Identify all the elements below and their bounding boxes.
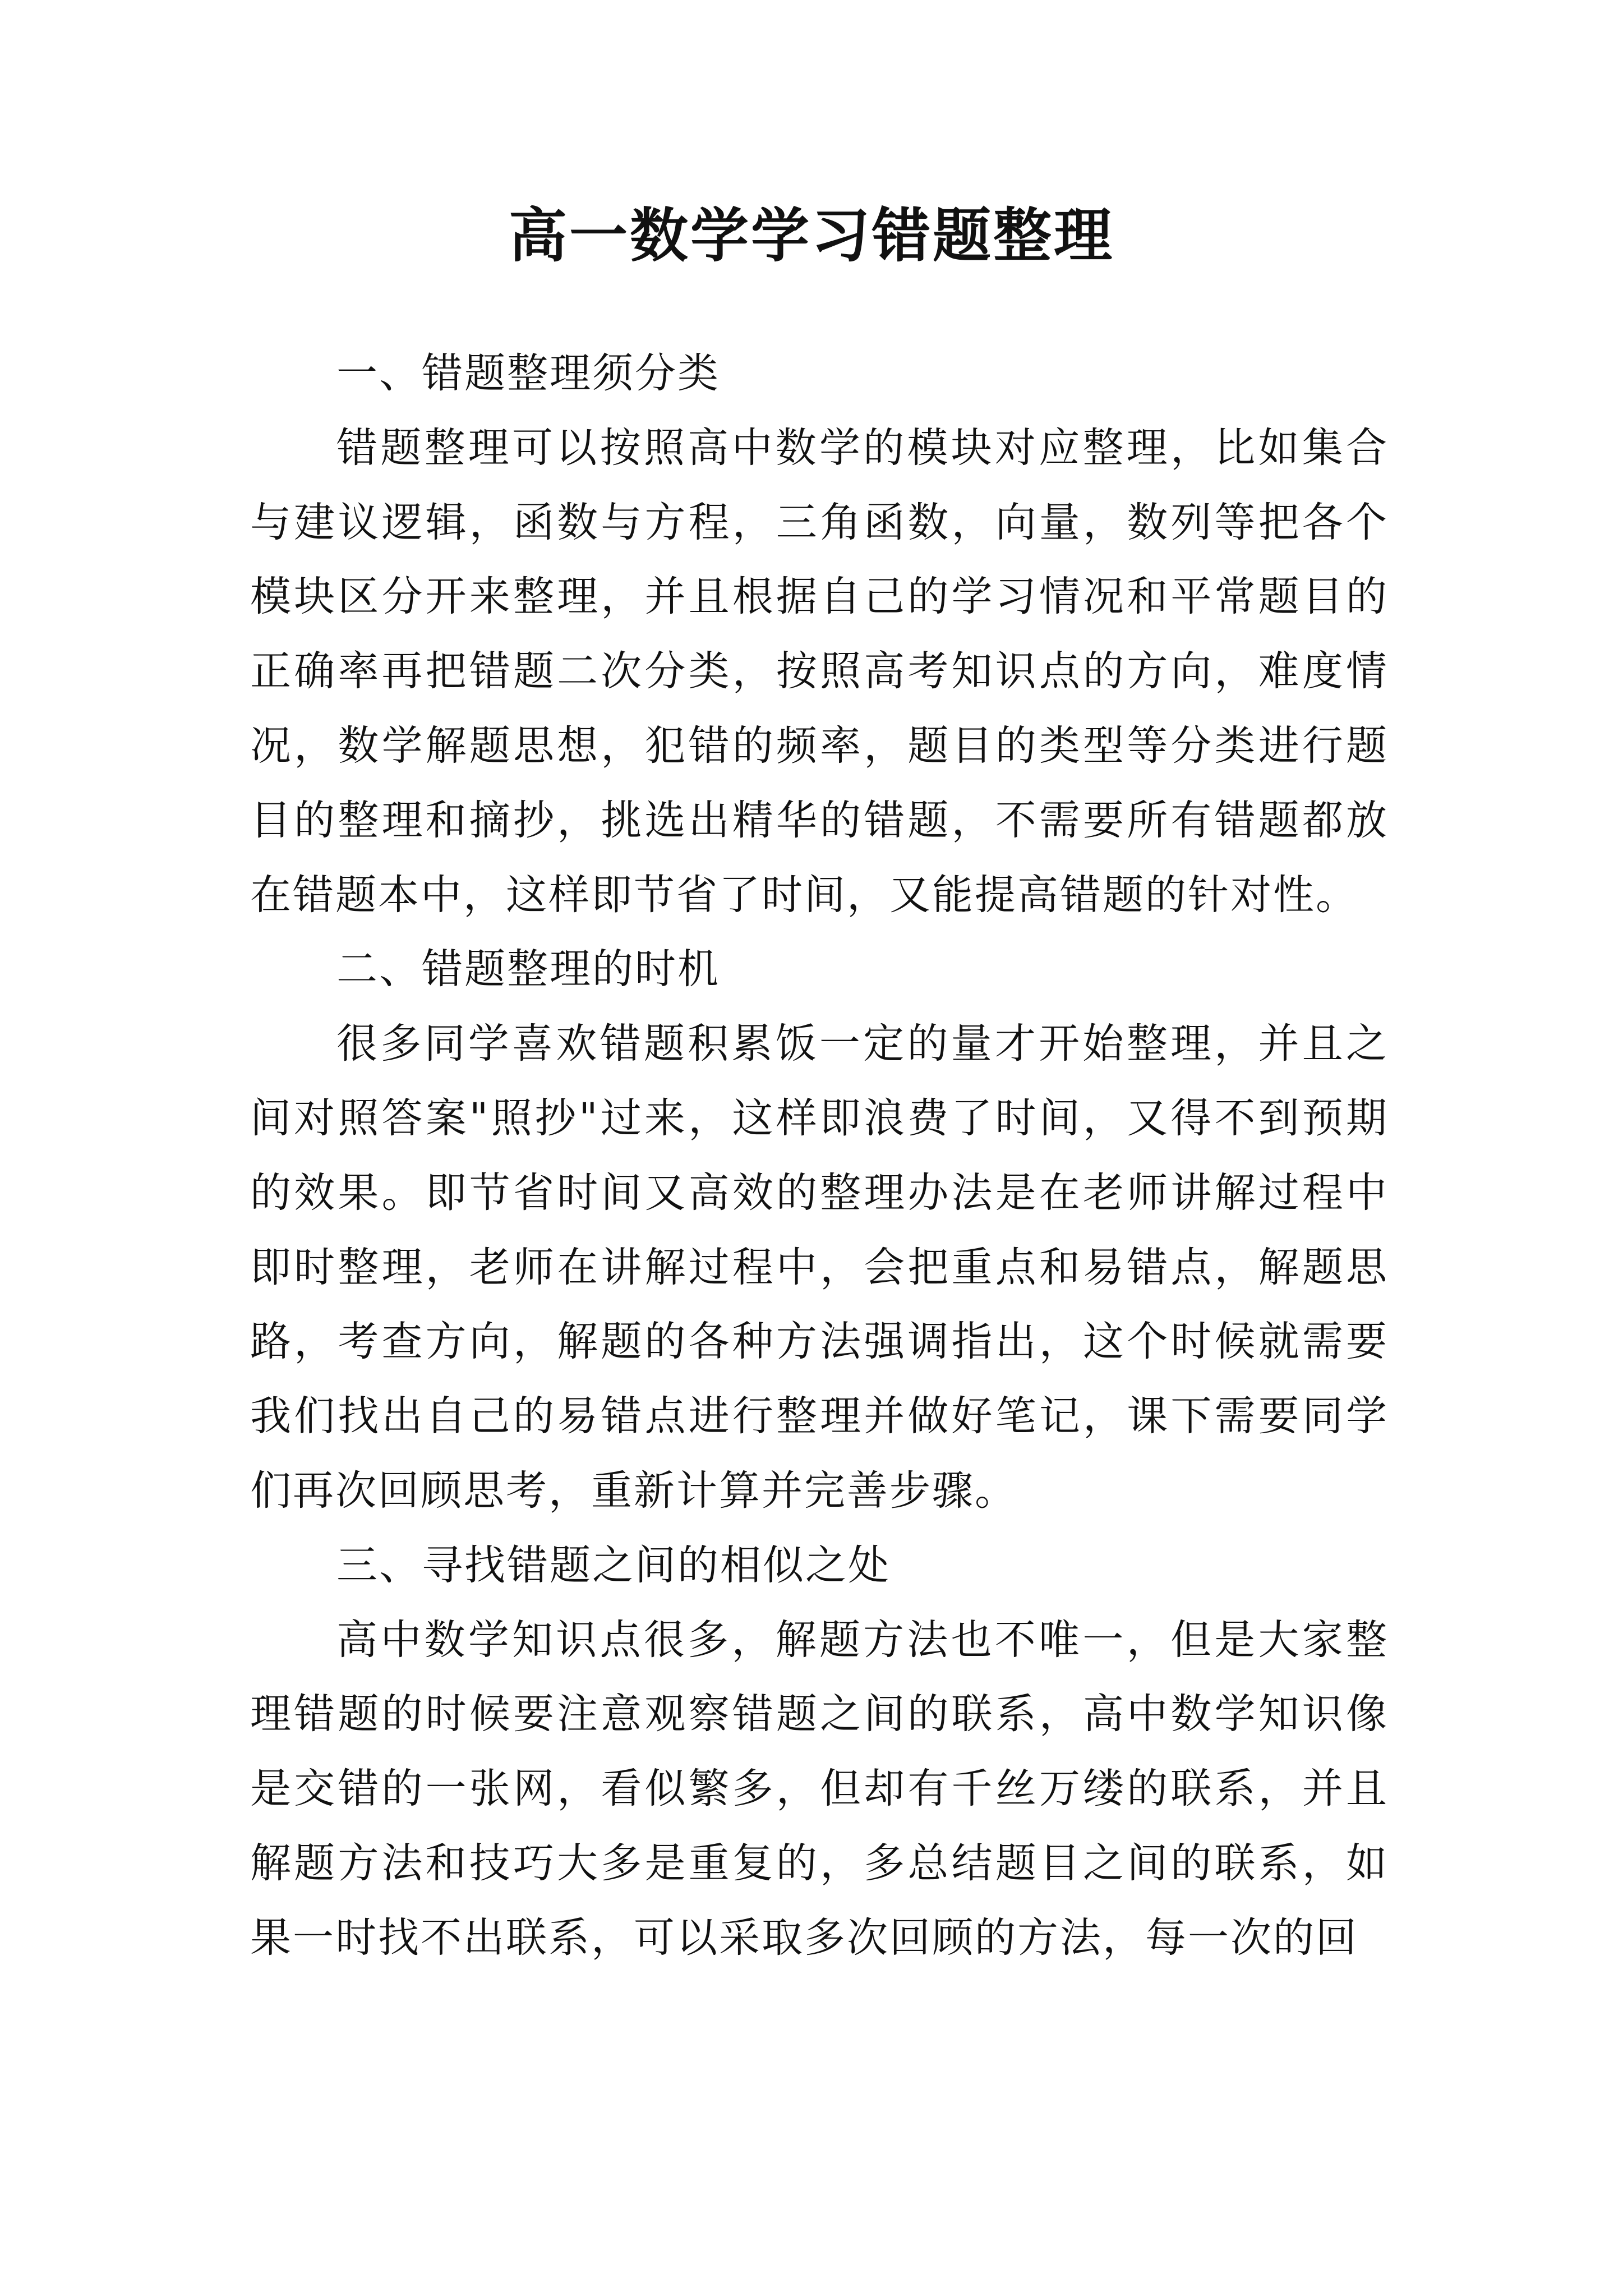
section-heading-3: 三、寻找错题之间的相似之处 (336, 1541, 891, 1589)
section-heading-2: 二、错题整理的时机 (336, 945, 720, 993)
section-paragraph-3: 高中数学知识点很多，解题方法也不唯一，但是大家整理错题的时候要注意观察错题之间的联系，高中数学知识像是交错的一张网，看似繁多，但却有千丝万缕的联系，并且解题方法和技巧大多是重复的，多总结题目之间的联系，如果一时找不出联系，可以采取多次回顾的方法，每一次的回 (250, 1616, 1389, 1962)
section-paragraph-1: 错题整理可以按照高中数学的模块对应整理，比如集合与建议逻辑，函数与方程，三角函数，向量，数列等把各个模块区分开来整理，并且根据自己的学习情况和平常题目的正确率再把错题二次分类，按照高考知识点的方向，难度情况，数学解题思想，犯错的频率，题目的类型等分类进行题目的整理和摘抄，挑选出精华的错题，不需要所有错题都放在错题本中，这样即节省了时间，又能提高错题的针对性。 (250, 424, 1389, 919)
section-heading-1: 一、错题整理须分类 (336, 349, 720, 397)
document-body (250, 337, 1389, 1976)
section-paragraph-2: 很多同学喜欢错题积累饭一定的量才开始整理，并且之间对照答案"照抄"过来，这样即浪费了时间，又得不到预期的效果。即节省时间又高效的整理办法是在老师讲解过程中即时整理，老师在讲解过程中，会把重点和易错点，解题思路，考查方向，解题的各种方法强调指出，这个时候就需要我们找出自己的易错点进行整理并做好笔记，课下需要同学们再次回顾思考，重新计算并完善步骤。 (250, 1020, 1389, 1515)
document-title: 高一数学学习错题整理 (508, 201, 1114, 270)
